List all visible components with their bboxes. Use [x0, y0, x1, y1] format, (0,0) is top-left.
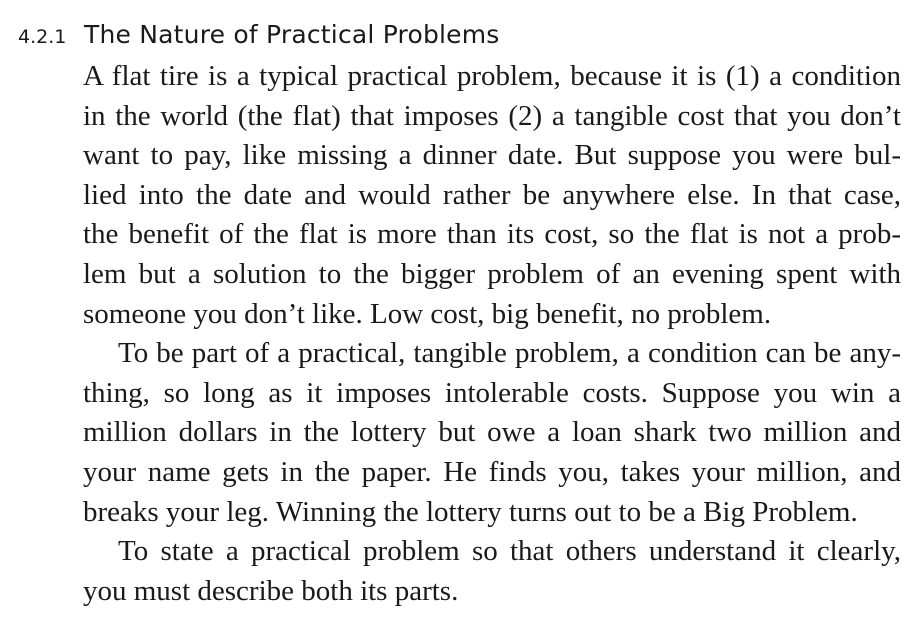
text-line: the benefit of the flat is more than its cost, so the flat is not a prob-	[83, 218, 901, 251]
text-line: lied into the date and would rather be anywhere else. In that case,	[83, 178, 901, 211]
text-line: someone you don’t like. Low cost, big benefit, no problem.	[83, 297, 772, 330]
section-heading	[18, 20, 500, 54]
text-line: breaks your leg. Winning the lottery turns out to be a Big Problem.	[83, 495, 858, 528]
paragraph-1	[83, 57, 901, 334]
text-line: thing, so long as it imposes intolerable costs. Suppose you win a	[83, 376, 901, 409]
text-line: want to pay, like missing a dinner date. But suppose you were bul-	[83, 139, 901, 172]
text-line: To be part of a practical, tangible problem, a condition can be any-	[118, 337, 901, 370]
text-line: your name gets in the paper. He finds you, takes your million, and	[83, 455, 901, 488]
paragraph-3	[83, 532, 901, 611]
body-text	[83, 57, 901, 611]
section-title: The Nature of Practical Problems	[84, 20, 500, 49]
text-line: lem but a solution to the bigger problem of an evening spent with	[83, 257, 901, 290]
text-line: million dollars in the lottery but owe a loan shark two million and	[83, 416, 901, 449]
text-line: you must describe both its parts.	[83, 574, 459, 607]
paragraph-2	[83, 334, 901, 532]
text-line: in the world (the flat) that imposes (2) a tangible cost that you don’t	[83, 99, 901, 132]
text-line: To state a practical problem so that others understand it clearly,	[118, 535, 901, 568]
section-number: 4.2.1	[18, 26, 67, 48]
text-line: A flat tire is a typical practical problem, because it is (1) a condition	[83, 60, 901, 92]
